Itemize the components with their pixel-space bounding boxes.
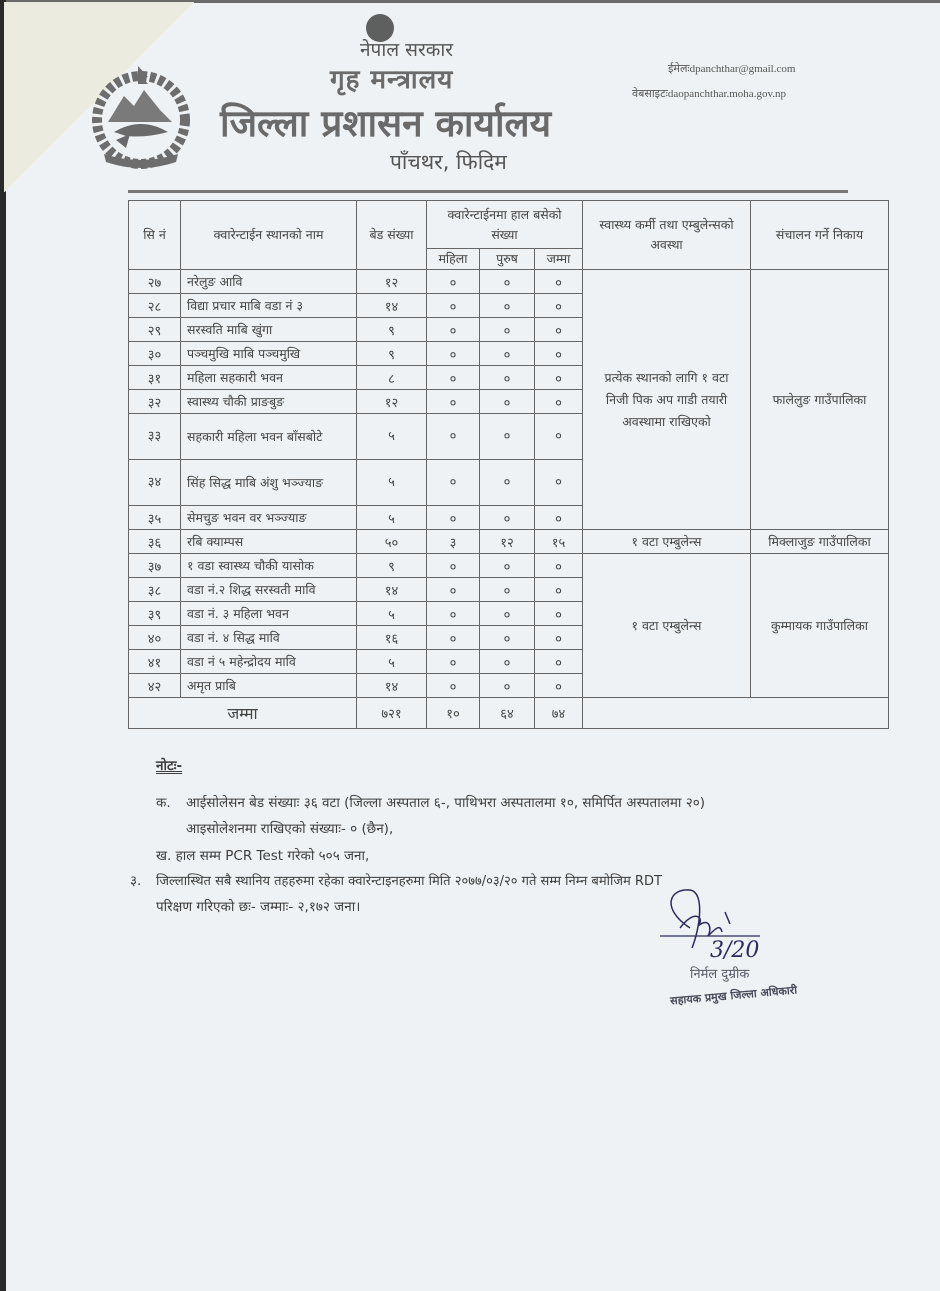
- row-male: ०: [480, 674, 535, 698]
- row-total: ०: [535, 626, 583, 650]
- row-male: ०: [480, 318, 535, 342]
- group-operating-body: फालेलुङ गाउँपालिका: [751, 270, 889, 530]
- row-male: ०: [480, 602, 535, 626]
- group-operating-body: मिक्लाजुङ गाउँपालिका: [751, 530, 889, 554]
- email-address: dpanchthar@gmail.com: [689, 63, 796, 75]
- row-total: ०: [535, 506, 583, 530]
- row-name: महिला सहकारी भवन: [181, 366, 357, 390]
- row-sn: ४२: [129, 674, 181, 698]
- row-male: ०: [480, 506, 535, 530]
- row-sn: ३७: [129, 554, 181, 578]
- header-name: क्वारेन्टाईन स्थानको नाम: [181, 201, 357, 270]
- row-sn: ३०: [129, 342, 181, 366]
- row-female: ०: [427, 602, 480, 626]
- table-row: [129, 270, 889, 294]
- row-female: ०: [427, 414, 480, 460]
- row-total: १५: [535, 530, 583, 554]
- row-beds: ५०: [357, 530, 427, 554]
- row-beds: ८: [357, 366, 427, 390]
- nepal-emblem-icon: [86, 62, 196, 172]
- row-male: ०: [480, 270, 535, 294]
- row-total: ०: [535, 674, 583, 698]
- row-beds: १४: [357, 294, 427, 318]
- row-sn: ३१: [129, 366, 181, 390]
- row-name: स्वास्थ्य चौकी प्राङबुङ: [181, 390, 357, 414]
- row-total: ०: [535, 318, 583, 342]
- row-male: ०: [480, 460, 535, 506]
- row-male: ०: [480, 366, 535, 390]
- note-a-prefix: क.: [156, 795, 171, 811]
- row-name: १ वडा स्वास्थ्य चौकी यासोक: [181, 554, 357, 578]
- header-sn: सि नं: [129, 201, 181, 270]
- row-sn: ३३: [129, 414, 181, 460]
- group-health-status: १ वटा एम्बुलेन्स: [583, 554, 751, 698]
- note-b: ख. हाल सम्म PCR Test गरेको ५०५ जना,: [156, 848, 370, 864]
- table-row: [129, 530, 889, 554]
- row-male: ०: [480, 554, 535, 578]
- row-total: ०: [535, 650, 583, 674]
- row-male: ०: [480, 414, 535, 460]
- group-health-status: प्रत्येक स्थानको लागि १ वटा निजी पिक अप गाडी तयारी अवस्थामा राखिएको: [583, 270, 751, 530]
- row-female: ०: [427, 270, 480, 294]
- totals-male: ६४: [480, 698, 535, 729]
- signatory-title: सहायक प्रमुख जिल्ला अधिकारी: [669, 983, 798, 1008]
- row-beds: १४: [357, 578, 427, 602]
- header-beds: बेड संख्या: [357, 201, 427, 270]
- email-label: ईमेलः: [668, 62, 690, 75]
- scan-left-edge: [0, 0, 6, 1291]
- row-name: वडा नं.२ शिद्ध सरस्वती मावि: [181, 578, 357, 602]
- signature-block: [650, 888, 850, 1018]
- row-female: ०: [427, 650, 480, 674]
- row-beds: ५: [357, 506, 427, 530]
- row-sn: ३५: [129, 506, 181, 530]
- row-sn: ४०: [129, 626, 181, 650]
- notes-title: नोटः-: [156, 758, 183, 774]
- row-name: नरेलुङ आवि: [181, 270, 357, 294]
- website-label: वेबसाइटः: [632, 87, 668, 100]
- row-female: ०: [427, 626, 480, 650]
- totals-label: जम्मा: [129, 698, 357, 729]
- header-divider: [128, 190, 848, 193]
- row-female: ०: [427, 506, 480, 530]
- row-beds: १६: [357, 626, 427, 650]
- row-total: ०: [535, 366, 583, 390]
- row-beds: ९: [357, 318, 427, 342]
- email-line: [668, 61, 795, 76]
- header-female: महिला: [427, 249, 480, 270]
- row-name: वडा नं ५ महेन्द्रोदय मावि: [181, 650, 357, 674]
- row-female: ०: [427, 460, 480, 506]
- row-name: विद्या प्रचार माबि वडा नं ३: [181, 294, 357, 318]
- row-male: ०: [480, 578, 535, 602]
- totals-female: १०: [427, 698, 480, 729]
- signatory-name: निर्मल दुम्रीक: [690, 967, 750, 982]
- row-female: ३: [427, 530, 480, 554]
- row-sn: २७: [129, 270, 181, 294]
- header-org: संचालन गर्ने निकाय: [751, 201, 889, 270]
- row-name: वडा नं. ३ महिला भवन: [181, 602, 357, 626]
- row-sn: ४१: [129, 650, 181, 674]
- row-sn: ३६: [129, 530, 181, 554]
- totals-total: ७४: [535, 698, 583, 729]
- row-sn: ३८: [129, 578, 181, 602]
- row-total: ०: [535, 460, 583, 506]
- row-total: ०: [535, 294, 583, 318]
- row-total: ०: [535, 554, 583, 578]
- row-male: ०: [480, 650, 535, 674]
- row-beds: ५: [357, 460, 427, 506]
- row-total: ०: [535, 342, 583, 366]
- row-name: सिंह सिद्ध माबि अंशु भञ्ज्याङ: [181, 460, 357, 506]
- row-name: सहकारी महिला भवन बाँसबोटे: [181, 414, 357, 460]
- quarantine-table: [128, 200, 889, 729]
- header-health: स्वास्थ्य कर्मी तथा एम्बुलेन्सको अवस्था: [583, 201, 751, 270]
- row-name: सरस्वति माबि खुंगा: [181, 318, 357, 342]
- row-male: ०: [480, 390, 535, 414]
- row-female: ०: [427, 390, 480, 414]
- row-female: ०: [427, 554, 480, 578]
- row-sn: ३४: [129, 460, 181, 506]
- signature-date: 3/20: [710, 938, 760, 963]
- row-total: ०: [535, 578, 583, 602]
- row-female: ०: [427, 294, 480, 318]
- row-beds: १४: [357, 674, 427, 698]
- note-c-line1: जिल्लास्थित सबै स्थानिय तहहरुमा रहेका क्वारेन्टाइनहरुमा मिति २०७७/०३/२० गते सम्म निम्न बमोजिम RDT: [156, 874, 662, 889]
- row-male: ०: [480, 342, 535, 366]
- row-total: ०: [535, 390, 583, 414]
- row-male: ०: [480, 626, 535, 650]
- row-male: ०: [480, 294, 535, 318]
- header-current: क्वारेन्टाईनमा हाल बसेको संख्या: [427, 201, 583, 249]
- row-beds: ५: [357, 602, 427, 626]
- website-url: daopanchthar.moha.gov.np: [667, 88, 786, 100]
- row-name: वडा नं. ४ सिद्ध मावि: [181, 626, 357, 650]
- row-sn: २८: [129, 294, 181, 318]
- row-beds: ९: [357, 342, 427, 366]
- office-title: जिल्ला प्रशासन कार्यालय: [220, 101, 552, 145]
- row-female: ०: [427, 342, 480, 366]
- website-line: [632, 86, 786, 101]
- row-beds: १२: [357, 390, 427, 414]
- row-beds: ५: [357, 414, 427, 460]
- ministry-title: गृह मन्त्रालय: [330, 65, 454, 95]
- row-female: ०: [427, 318, 480, 342]
- row-name: पञ्चमुखि माबि पञ्चमुखि: [181, 342, 357, 366]
- header-total: जम्मा: [535, 249, 583, 270]
- note-c-prefix: ३.: [130, 873, 142, 889]
- row-sn: ३९: [129, 602, 181, 626]
- row-beds: ५: [357, 650, 427, 674]
- government-title: नेपाल सरकार: [360, 39, 454, 61]
- row-female: ०: [427, 366, 480, 390]
- row-male: १२: [480, 530, 535, 554]
- row-beds: १२: [357, 270, 427, 294]
- row-female: ०: [427, 674, 480, 698]
- header-male: पुरुष: [480, 249, 535, 270]
- totals-row: [129, 698, 889, 729]
- row-total: ०: [535, 602, 583, 626]
- row-female: ०: [427, 578, 480, 602]
- totals-empty-cell: [583, 698, 889, 729]
- totals-beds: ७२१: [357, 698, 427, 729]
- row-name: अमृत प्राबि: [181, 674, 357, 698]
- row-name: सेमचुङ भवन वर भञ्ज्याङ: [181, 506, 357, 530]
- table-row: [129, 554, 889, 578]
- office-location: पाँचथर, फिदिम: [390, 150, 507, 174]
- row-total: ०: [535, 270, 583, 294]
- row-total: ०: [535, 414, 583, 460]
- note-a-line1: आईसोलेसन बेड संख्याः ३६ वटा (जिल्ला अस्पताल ६-, पाथिभरा अस्पतालमा १०, समिर्पित अस्पतालमा २०): [186, 795, 706, 811]
- row-beds: ९: [357, 554, 427, 578]
- row-name: रबि क्याम्पस: [181, 530, 357, 554]
- row-sn: ३२: [129, 390, 181, 414]
- group-operating-body: कुम्मायक गाउँपालिका: [751, 554, 889, 698]
- row-sn: २९: [129, 318, 181, 342]
- note-a-line2: आइसोलेशनमा राखिएको संख्याः- ० (छैन),: [186, 821, 394, 837]
- note-c-line2: परिक्षण गरिएको छः- जम्माः- २,१७२ जना।: [156, 899, 361, 915]
- group-health-status: १ वटा एम्बुलेन्स: [583, 530, 751, 554]
